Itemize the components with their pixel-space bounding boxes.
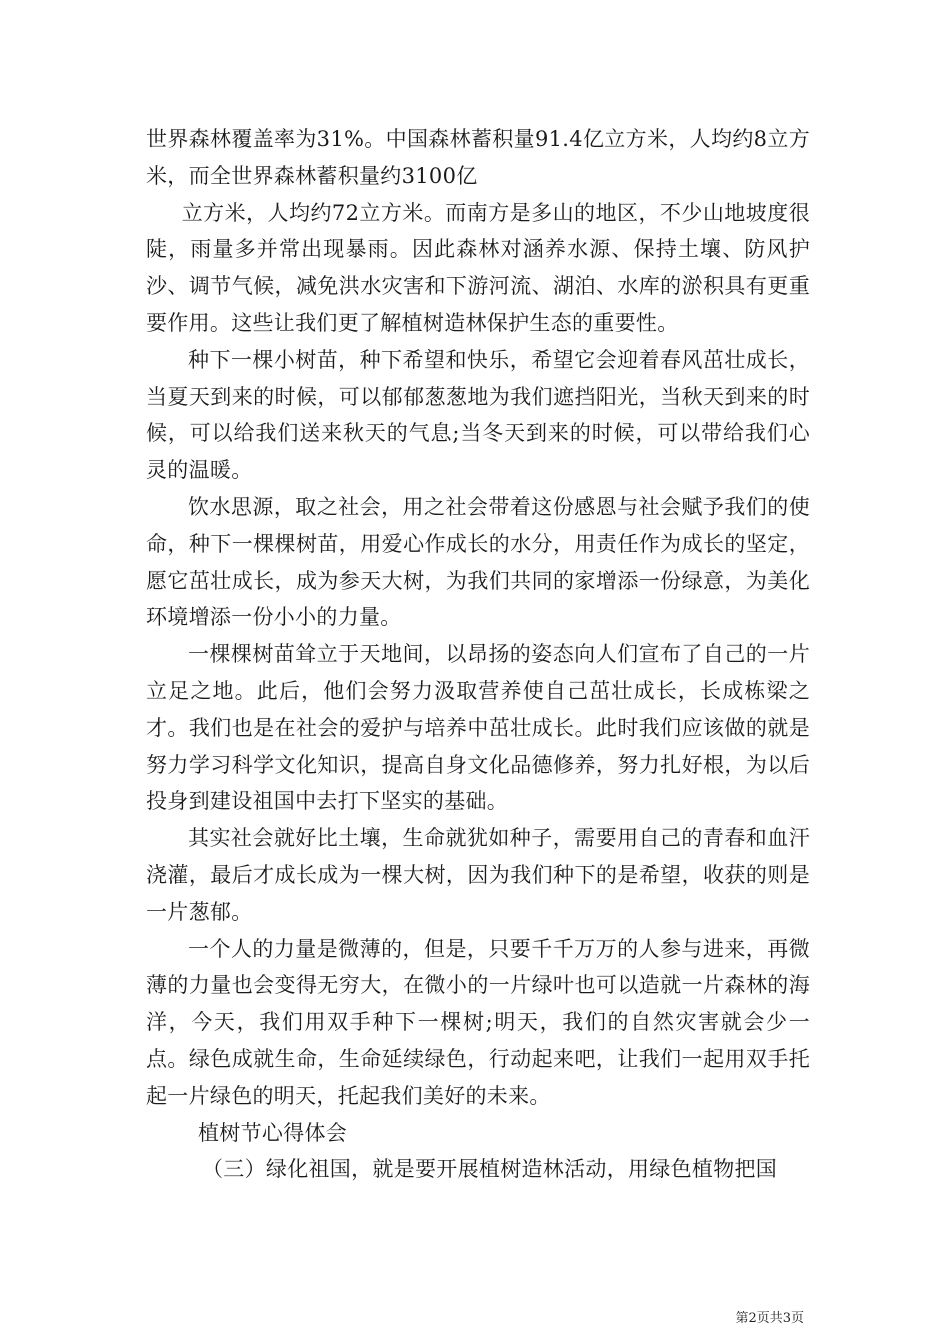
paragraph-6: 其实社会就好比土壤，生命就犹如种子，需要用自己的青春和血汗浇灌，最后才成长成为一棵大树，因为我们种下的是希望，收获的则是一片葱郁。 <box>146 826 810 924</box>
page-number: 第2页共3页 <box>735 1311 804 1326</box>
paragraph-2: 立方米，人均约72立方米。而南方是多山的地区，不少山地坡度很陡，雨量多并常出现暴雨。因此森林对涵养水源、保持土壤、防风护沙、调节气候，减免洪水灾害和下游河流、湖泊、水库的淤积具有更重要作用。这些让我们更了解植树造林保护生态的重要性。 <box>146 200 810 335</box>
section-first-line: （三）绿化祖国，就是要开展植树造林活动，用绿色植物把国 <box>202 1157 778 1182</box>
paragraph-7: 一个人的力量是微薄的，但是，只要千千万万的人参与进来，再微薄的力量也会变得无穷大，在微小的一片绿叶也可以造就一片森林的海洋，今天，我们用双手种下一棵树;明天，我们的自然灾害就会少一点。绿色成就生命，生命延续绿色，行动起来吧，让我们一起用双手托起一片绿色的明天，托起我们美好的未来。 <box>146 936 810 1108</box>
paragraph-1: 世界森林覆盖率为31%。中国森林蓄积量91.4亿立方米，人均约8立方米，而全世界森林蓄积量约3100亿 <box>146 127 810 188</box>
paragraph-5: 一棵棵树苗耸立于天地间，以昂扬的姿态向人们宣布了自己的一片立足之地。此后，他们会努力汲取营养使自己茁壮成长，长成栋梁之才。我们也是在社会的爱护与培养中茁壮成长。此时我们应该做的就是努力学习科学文化知识，提高自身文化品德修养，努力扎好根，为以后投身到建设祖国中去打下坚实的基础。 <box>146 642 810 814</box>
paragraph-4: 饮水思源，取之社会，用之社会带着这份感恩与社会赋予我们的使命，种下一棵棵树苗，用爱心作成长的水分，用责任作为成长的坚定，愿它茁壮成长，成为参天大树，为我们共同的家增添一份绿意，为美化环境增添一份小小的力量。 <box>146 494 810 630</box>
paragraph-3: 种下一棵小树苗，种下希望和快乐，希望它会迎着春风茁壮成长，当夏天到来的时候，可以郁郁葱葱地为我们遮挡阳光，当秋天到来的时候，可以给我们送来秋天的气息;当冬天到来的时候，可以带给我们心灵的温暖。 <box>146 347 810 483</box>
document-body <box>146 121 810 1188</box>
section-heading: 植树节心得体会 <box>198 1120 348 1145</box>
